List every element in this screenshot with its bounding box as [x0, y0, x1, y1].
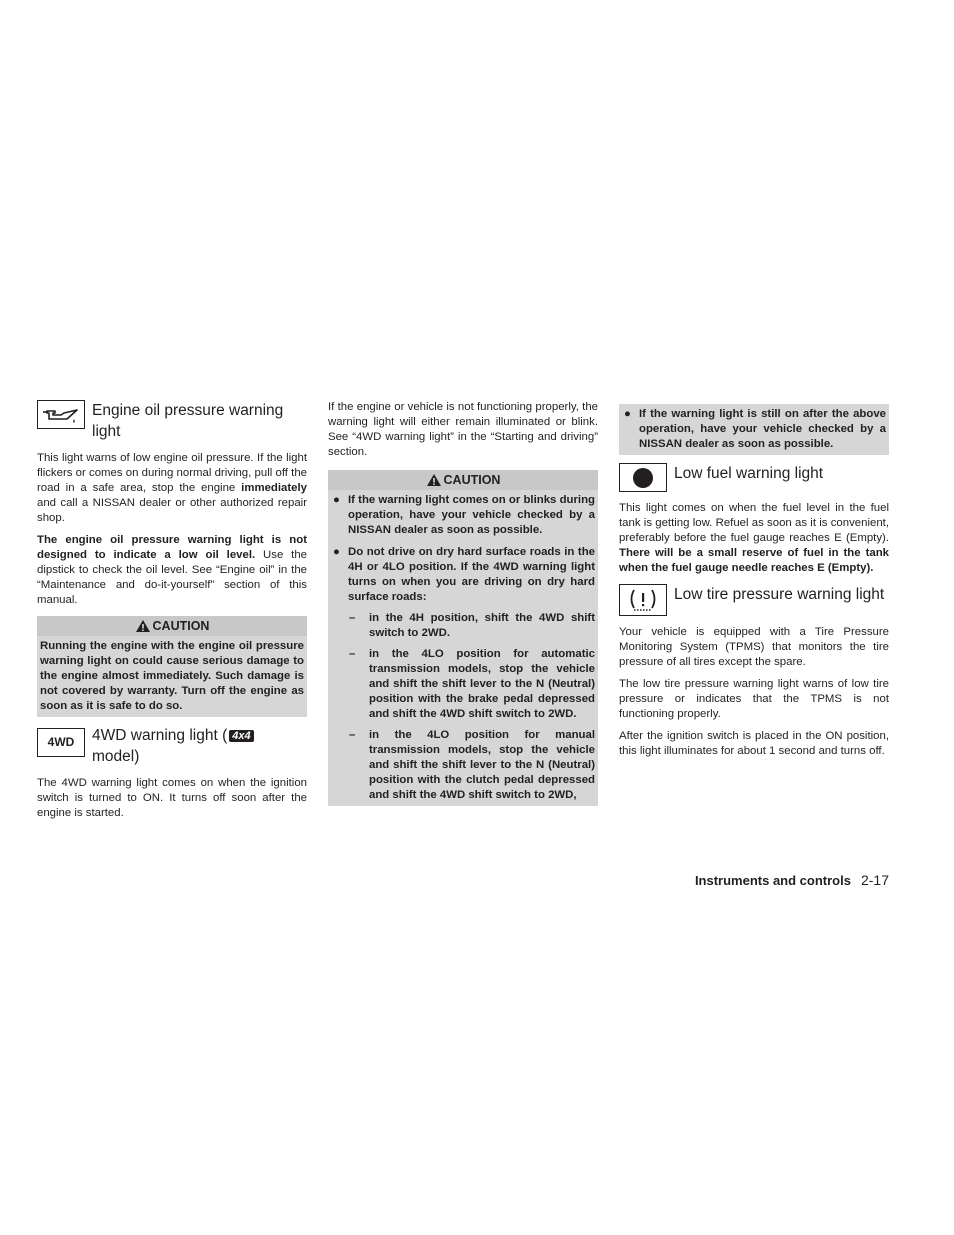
- column-right: [619, 400, 889, 766]
- oil-pressure-heading: [37, 400, 307, 442]
- caution-sub-item: [346, 647, 595, 722]
- caution-sub-text: in the 4H position, shift the 4WD shift switch to 2WD.: [369, 612, 595, 639]
- caution-continued-body: [622, 407, 886, 452]
- bullet-dot-icon: ●: [333, 494, 340, 506]
- fuel-p1-emphasis: There will be a small reserve of fuel in the tank when the fuel gauge needle reaches E (Empty).: [619, 547, 889, 574]
- 4wd-caution-continued: [619, 404, 889, 455]
- 4wd-paragraph-1: The 4WD warning light comes on when the ignition switch is turned to ON. It turns off soon after the engine is started.: [37, 777, 307, 819]
- 4wd-caution-body: [331, 493, 595, 803]
- 4wd-caution-box: [328, 470, 598, 806]
- caution-bullet-text: If the warning light comes on or blinks during operation, have your vehicle checked by a NISSAN dealer as soon as possible.: [348, 494, 595, 536]
- column-middle: [328, 400, 598, 814]
- 4wd-icon-label: 4WD: [47, 735, 75, 749]
- 4wd-title-a: 4WD warning light (: [92, 727, 228, 744]
- bullet-dot-icon: ●: [624, 408, 631, 420]
- caution-header: [37, 616, 307, 636]
- 4wd-title-b: model): [92, 748, 140, 765]
- tire-paragraph-1: Your vehicle is equipped with a Tire Pressure Monitoring System (TPMS) that monitors the tire pressure of all tires except the spare.: [619, 626, 889, 668]
- caution-bullet: [331, 493, 595, 538]
- tire-heading: [619, 584, 889, 616]
- caution-sub-item: [346, 728, 595, 803]
- caution-title: CAUTION: [152, 619, 210, 633]
- caution-bullet: [331, 545, 595, 605]
- 4x4-badge-icon: 4x4: [229, 730, 253, 742]
- footer-section-title: Instruments and controls: [694, 873, 851, 888]
- warning-triangle-icon: [426, 473, 442, 487]
- page-footer: [619, 872, 889, 888]
- dash-icon: –: [349, 612, 356, 624]
- oil-p1-emphasis: immediately: [241, 482, 307, 494]
- oil-can-icon: [37, 400, 85, 429]
- oil-paragraph-2: [37, 533, 307, 608]
- tire-paragraph-2: The low tire pressure warning light warns of low tire pressure or indicates that the TPMS is not functioning properly.: [619, 678, 889, 720]
- oil-paragraph-1: [37, 451, 307, 526]
- 4wd-title: [92, 725, 256, 767]
- 4wd-heading: [37, 725, 307, 767]
- tire-title: Low tire pressure warning light: [674, 586, 885, 603]
- page-number: 2-17: [860, 872, 889, 888]
- caution-title: CAUTION: [443, 473, 501, 487]
- warning-triangle-icon: [135, 619, 151, 633]
- fuel-paragraph-1: [619, 501, 889, 576]
- fuel-dot-icon: [619, 463, 667, 492]
- tire-pressure-icon: [619, 584, 667, 616]
- caution-sub-text: in the 4LO position for manual transmission models, stop the vehicle and shift the shift lever to the N (Neutral) position with the clutch pedal depressed and shift the 4WD shift switch to 2WD,: [369, 729, 595, 801]
- oil-caution-text: Running the engine with the engine oil pressure warning light on could cause serious damage to the engine almost immediately. Such damage is not covered by warranty. Turn off the engine as soon as it is safe to do so.: [40, 640, 304, 712]
- 4wd-indicator-icon: [37, 728, 85, 757]
- fuel-heading: [619, 463, 889, 492]
- oil-p2-emphasis: The engine oil pressure warning light is not designed to indicate a low oil level.: [37, 534, 307, 561]
- caution-bullet: [622, 407, 886, 452]
- dash-icon: –: [349, 729, 356, 741]
- oil-p1-text-c: and call a NISSAN dealer or other authorized repair shop.: [37, 497, 307, 524]
- oil-caution-box: [37, 616, 307, 717]
- bullet-dot-icon: ●: [333, 546, 340, 558]
- oil-p2-text: Use the dipstick to check the oil level. See “Engine oil” in the “Maintenance and do-it-yourself” section of this manual.: [37, 549, 307, 606]
- caution-bullet-text: Do not drive on dry hard surface roads in the 4H or 4LO position. If the 4WD warning light turns on when you are driving on dry hard surface roads:: [348, 546, 595, 603]
- fuel-title: Low fuel warning light: [674, 465, 824, 482]
- oil-pressure-title: Engine oil pressure warning light: [92, 402, 284, 440]
- caution-header: [328, 470, 598, 490]
- oil-p1-text-a: This light warns of low engine oil pressure. If the light flickers or comes on during normal driving, pull off the road in a safe area, stop the engine: [37, 452, 307, 494]
- caution-bullet-text: If the warning light is still on after the above operation, have your vehicle checked by a NISSAN dealer as soon as possible.: [639, 408, 886, 450]
- dash-icon: –: [349, 648, 356, 660]
- tire-paragraph-3: After the ignition switch is placed in the ON position, this light illuminates for about 1 second and turns off.: [619, 730, 889, 757]
- fuel-p1-text: This light comes on when the fuel level in the fuel tank is getting low. Refuel as soon as it is convenient, preferably before the fuel gauge reaches E (Empty).: [619, 502, 889, 544]
- column-left: [37, 400, 307, 828]
- caution-sub-item: [346, 611, 595, 641]
- 4wd-paragraph-2: If the engine or vehicle is not functioning properly, the warning light will either remain illuminated or blink. See “4WD warning light” in the “Starting and driving” section.: [328, 401, 598, 458]
- caution-sub-text: in the 4LO position for automatic transmission models, stop the vehicle and shift the shift lever to the N (Neutral) position with the brake pedal depressed and shift the 4WD shift switch to 2WD.: [369, 648, 595, 720]
